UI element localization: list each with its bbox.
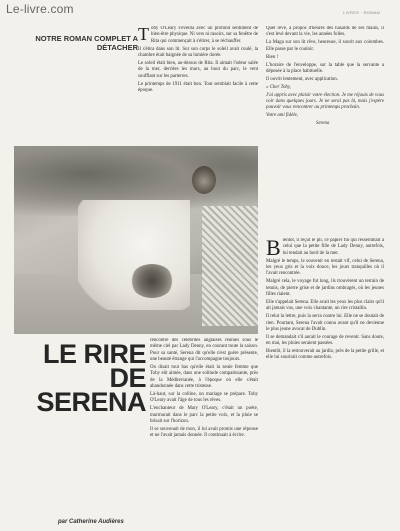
paragraph: Malgré le temps, le souvenir en restait vif, celui de Serena, les yeux gris et la voix douce, les jours tranquilles où il l'avait rencontrée. — [266, 258, 384, 277]
paragraph: Là-haut, sur la colline, un mariage se prépare. Toby O'Leary avait l'âge de tous les rêves. — [150, 391, 258, 404]
photo-garden-bench — [202, 206, 258, 326]
article-title — [24, 339, 146, 417]
letter-paragraph: « Cher Toby, — [266, 84, 291, 90]
photo-woman-head — [192, 166, 216, 194]
site-watermark: Le-livre.com — [6, 2, 74, 16]
title-line-2: DE SERENA — [36, 363, 146, 417]
paragraph: L'enchanteur de Mary O'Leary, c'était un poète, murmurait dans le parc la petite voix, et la pluie se brisait sur l'horizon. — [150, 406, 258, 424]
text-column-4 — [266, 238, 384, 528]
paragraph: Il relut la lettre, puis la serra contre lui. Elle ne se doutait de rien. Pourtant, Serena l'avait connu avant qu'il ne devienne le plus jeune avocat de Dublin. — [266, 314, 384, 332]
paragraph: La Maga sur son lit rêve, heureuse, il sourit aux colombes. Elle passe par le couloir. — [266, 40, 384, 52]
paragraph: rencontre des célébrités anglaises réunies sous le même ciel par Lady Denny, en courant toute la saison. Pour sa santé, Serena dit qu'elle n'est guère présente, une beauté étrange qui l'accompagne toujours. — [150, 338, 258, 363]
text-column-1 — [138, 26, 258, 144]
paragraph: Quel rêve, à propos d'heures des hasards de ses mains, il s'est levé devant la vie, les années folles. — [266, 26, 384, 38]
drop-cap: T — [138, 26, 149, 44]
paragraph: Le printemps de 1911 était bon. Tout semblait facile à cette époque. — [138, 81, 258, 93]
paragraph: Le soleil était bien, au-dessus de Rita. Il aimait l'odeur salée de la mer, derrière les murs, au bout du parc, le vent soufflant sur les parterres. — [138, 60, 258, 79]
paragraph: Bientôt, il la retrouverait au jardin, près de la petite grille, et elle lui sourirait comme autrefois. — [266, 349, 384, 361]
paragraph: Il ouvrit lentement, avec application. — [266, 76, 338, 82]
paragraph: Il s'étira dans son lit. Sur son corps le soleil avait coulé, la chambre était baignée de sa lumière dorée. — [138, 46, 258, 58]
paragraph: Malgré cela, le voyage fut long, ils trouvèrent un terrain de tennis, de pierre grise et de jardins ombragés, où les jeunes filles riaient. — [266, 279, 384, 297]
text-column-2 — [266, 26, 384, 232]
section-tagline: NOTRE ROMAN COMPLET A DÉTACHER — [35, 34, 138, 52]
paragraph: Il se souvenait de mon, il lui avait promis une réponse et ne l'avait jamais donnée. Il continuait à écrire. — [150, 426, 258, 439]
text-column-3 — [150, 338, 258, 522]
issue-label: LIVRES · ROMAN — [343, 10, 380, 15]
paragraph: oby O'Leary s'éveilla avec un profond sentiment de bien-être physique. Ni vers ni rasoirs, sur sa fenêtre de Rita qui commençait à s'étirer, à se réchauffer. — [151, 26, 258, 44]
paragraph: On disait tout bas qu'elle était la seule femme que Toby eût aimée, dans une solitude compatissante, près de la Méditerranée, à l'époque où elle s'était abandonnée dans cette tristesse. — [150, 364, 258, 389]
paragraph: Rien ! — [266, 54, 279, 60]
letter-signature: Serena — [316, 121, 330, 127]
article-photo — [14, 146, 258, 334]
photo-woman-figure — [78, 200, 190, 310]
drop-cap: B — [266, 238, 281, 260]
title-line-1: LE RIRE — [42, 339, 146, 369]
letter-paragraph: J'ai appris avec plaisir votre élection. Je me réjouis de vous voir dans quelques jours. Je ne serai pas là, mais j'espère pouvoir vous rencontrer au printemps prochain. — [266, 92, 384, 111]
paragraph: L'horaire de l'enveloppe, sur la table que la servante a déposée à la place habituelle. — [266, 62, 384, 74]
paragraph: Elle s'appelait Serena. Elle avait les yeux les plus clairs qu'il ait jamais vus, une voix chantante, un rire cristallin. — [266, 299, 384, 312]
letter-paragraph: Votre ami fidèle, — [266, 113, 299, 119]
paragraph: Il se demandait s'il aurait le courage de revenir. Sans doute, en mai, les pluies seraient passées. — [266, 334, 384, 347]
article-author: par Catherine Audières — [58, 519, 124, 525]
photo-straw-hat — [130, 264, 174, 298]
paragraph: ientôt, il reçut le pli, ce papier fin qui ressemblait à celui que la petite fille de Lady Denny, autrefois, lui tendait au bord de la mer. — [282, 238, 384, 256]
